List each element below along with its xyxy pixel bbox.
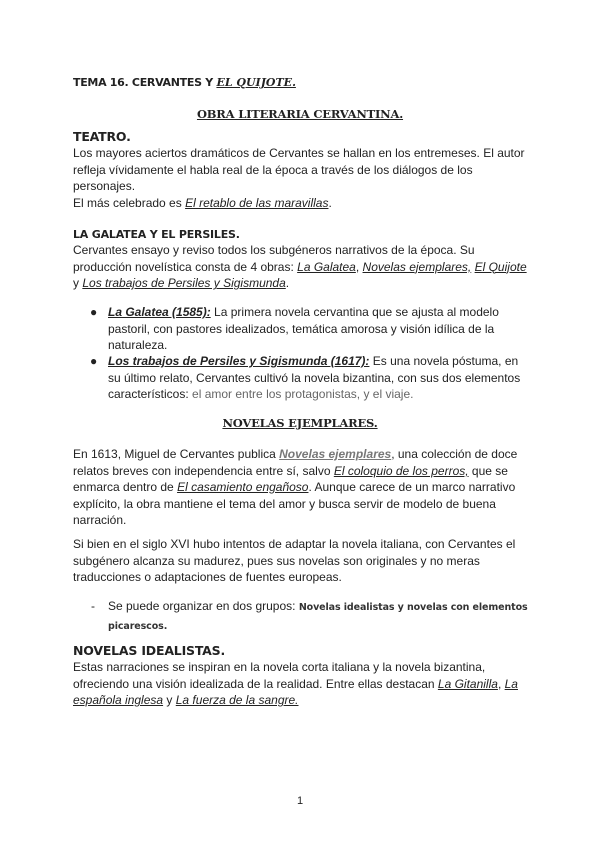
bullet-galatea — [90, 304, 533, 354]
link-novelas-ejemplares[interactable]: Novelas ejemplares, — [362, 259, 472, 274]
teatro-paragraph — [73, 145, 533, 211]
idealistas-sep1: , — [497, 676, 505, 691]
novelas-paragraph-1 — [73, 446, 533, 529]
novelas-paragraph-2: Si bien en el siglo XVI hubo intentos de adaptar la novela italiana, con Cervantes el subgénero alcanza su madurez, pues sus novelas son originales y no meras traducciones o adaptaciones de fuentes europeas. — [73, 537, 516, 585]
link-retablo[interactable]: El retablo de las maravillas — [185, 195, 329, 210]
main-heading: OBRA LITERARIA CERVANTINA. — [196, 107, 404, 121]
galatea-heading: LA GALATEA Y EL PERSILES. — [73, 228, 240, 241]
teatro-text: Los mayores aciertos dramáticos de Cervantes se hallan en los entremeses. El autor refleja vívidamente el habla real de la época a través de los diálogos de los personajes. — [73, 146, 525, 194]
link-la-galatea[interactable]: La Galatea — [297, 259, 356, 274]
galatea-sep3: y — [73, 276, 83, 291]
bullet-persiles-title: Los trabajos de Persiles y Sigismunda (1617): — [108, 354, 370, 368]
novelas-p1-d: . Aunque carece de un marco narrativo explícito, la obra mantiene el tema del amor y busca servir de modelo de buena narración. — [73, 480, 516, 528]
teatro-heading: TEATRO. — [73, 129, 131, 144]
bullet-galatea-title: La Galatea (1585): — [108, 305, 211, 319]
link-el-quijote[interactable]: El Quijote — [474, 259, 527, 274]
dash-bold: Novelas idealistas y novelas con elementos picarescos. — [108, 602, 528, 632]
teatro-suffix: . — [328, 195, 332, 210]
link-casamiento[interactable]: El casamiento engañoso — [177, 480, 309, 495]
link-fuerza-sangre[interactable]: La fuerza de la sangre. — [175, 693, 299, 708]
galatea-sep1: , — [355, 259, 363, 274]
title-quijote: EL QUIJOTE. — [216, 76, 296, 89]
galatea-intro: Cervantes ensayo y reviso todos los subgéneros narrativos de la época. Su producción novelística consta de 4 obras: — [73, 243, 475, 274]
title-prefix: TEMA 16. CERVANTES Y — [73, 76, 217, 89]
idealistas-paragraph — [73, 659, 533, 709]
novelas-p1-c: que se enmarca dentro de — [73, 463, 508, 495]
bullet-persiles-grey: el amor entre los protagonistas, y el viaje. — [192, 387, 414, 402]
novelas-p1-b: , una colección de doce relatos breves con independencia entre sí, salvo — [73, 447, 518, 478]
link-espanola-inglesa[interactable]: La española inglesa — [73, 676, 518, 708]
bullet-persiles-text: Es una novela póstuma, en su último relato, Cervantes cultivó la novela bizantina, con sus dos elementos característicos: — [108, 354, 521, 402]
idealistas-text: Estas narraciones se inspiran en la novela corta italiana y la novela bizantina, ofreciendo una visión idealizada de la realidad. Entre ellas destacan — [73, 660, 486, 691]
idealistas-sep2: y — [163, 693, 176, 708]
dash-item-groups — [91, 598, 533, 635]
link-novelas-ejemplares-main[interactable]: Novelas ejemplares — [279, 447, 392, 461]
bullet-dot-icon: ● — [90, 354, 98, 368]
novelas-p1-a: En 1613, Miguel de Cervantes publica — [73, 447, 280, 461]
bullet-dot-icon: ● — [90, 305, 98, 319]
galatea-paragraph — [73, 242, 533, 292]
novelas-heading: NOVELAS EJEMPLARES. — [222, 416, 378, 430]
bullet-persiles — [90, 353, 533, 403]
link-coloquio[interactable]: El coloquio de los perros, — [333, 463, 469, 478]
dash-prefix: Se puede organizar en dos grupos: — [108, 599, 299, 613]
page-number: 1 — [296, 795, 304, 807]
link-persiles[interactable]: Los trabajos de Persiles y Sigismunda — [82, 276, 286, 291]
dash-bullet-icon: - — [91, 599, 95, 613]
idealistas-heading: NOVELAS IDEALISTAS. — [73, 643, 225, 658]
teatro-celebrated-prefix: El más celebrado es — [73, 195, 186, 210]
bullet-galatea-text: La primera novela cervantina que se ajusta al modelo pastoril, con pastores idealizados, temática amorosa y visión idílica de la naturaleza. — [108, 305, 499, 353]
document-title — [73, 76, 533, 89]
galatea-end: . — [285, 276, 290, 291]
link-gitanilla[interactable]: La Gitanilla — [437, 676, 498, 691]
